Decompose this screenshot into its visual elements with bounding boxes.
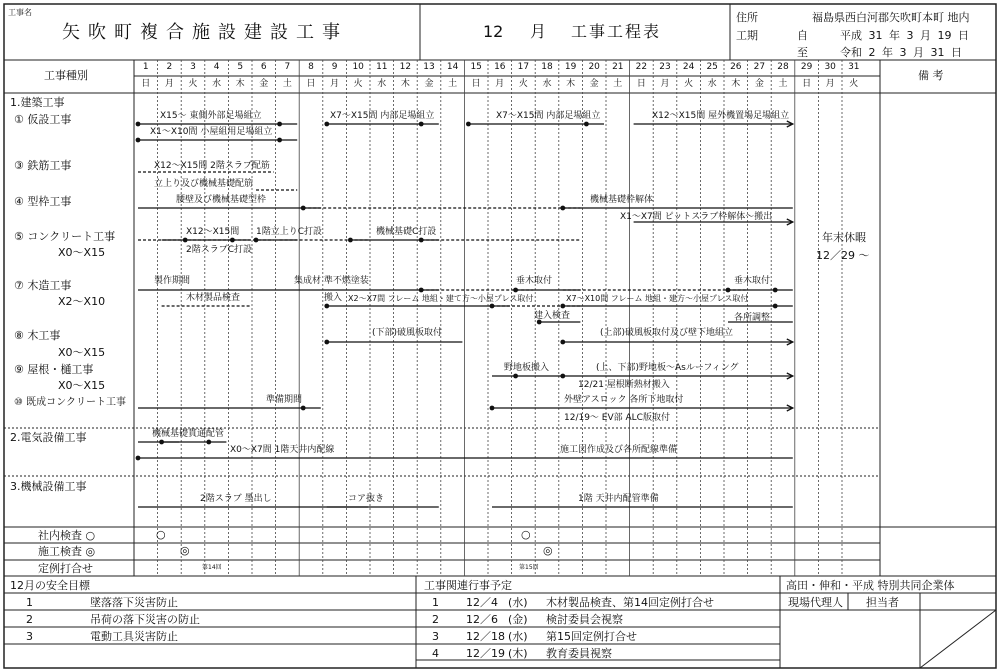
- row-concrete-sub: X0～X15: [58, 246, 106, 259]
- day-number: 20: [588, 62, 600, 72]
- weekday: 水: [707, 79, 717, 89]
- row-roof: ⑨ 屋根・樋工事: [14, 363, 94, 376]
- event-text: 第15回定例打合せ: [546, 630, 637, 643]
- bar-label: 搬入: [324, 293, 343, 303]
- bar-label: 施工図作成及び各所配線準備: [560, 445, 678, 455]
- day-number: 28: [777, 62, 789, 72]
- bar-label: 準備期間: [266, 395, 303, 405]
- day-number: 7: [284, 62, 291, 72]
- weekday: 木: [400, 79, 410, 89]
- day-number: 10: [352, 62, 364, 72]
- weekday: 月: [495, 79, 505, 89]
- milestone-dot: [490, 304, 495, 309]
- bar-label: 垂木取付: [734, 276, 771, 286]
- project-name: 矢吹町複合施設建設工事: [62, 22, 348, 43]
- milestone-dot: [206, 440, 211, 445]
- bar-label: X12～X15間 2階スラブ配筋: [154, 161, 270, 171]
- day-number: 22: [635, 62, 648, 72]
- milestone-dot: [773, 304, 778, 309]
- construction-inspection-mark: ◎: [180, 544, 190, 557]
- day-number: 4: [213, 62, 220, 72]
- milestone-dot: [324, 122, 329, 127]
- internal-inspection-mark: ○: [156, 528, 166, 541]
- row-carpentry-sub: X0～X15: [58, 346, 106, 359]
- bar-label: X2～X7間 フレーム 地組・建て方～小屋プレス取付: [348, 294, 534, 303]
- milestone-dot: [183, 238, 188, 243]
- bar-label: 1階 天井内配管準備: [578, 494, 659, 504]
- event-number: 4: [432, 647, 439, 660]
- row-temporary: ① 仮設工事: [14, 113, 72, 126]
- weekday: 水: [377, 79, 387, 89]
- bar-label: X1～X10間 小屋組用足場組立: [150, 127, 273, 137]
- milestone-dot: [136, 122, 141, 127]
- period-to: 令和 2 年 3 月 31 日: [840, 46, 962, 59]
- row-meeting: 定例打合せ: [38, 562, 93, 575]
- event-date: 12／18: [466, 630, 505, 643]
- day-number: 9: [331, 62, 338, 72]
- safety-goal-number: 1: [26, 596, 33, 609]
- milestone-dot: [277, 122, 282, 127]
- day-number: 5: [237, 62, 244, 72]
- event-date: 12／19: [466, 647, 505, 660]
- event-number: 3: [432, 630, 439, 643]
- month-number: 12: [483, 22, 504, 41]
- milestone-dot: [136, 138, 141, 143]
- person-in-charge-label: 担当者: [866, 596, 899, 609]
- project-label: 工事名: [8, 8, 32, 17]
- company-name: 高田・伸和・平成 特別共同企業体: [786, 579, 955, 592]
- weekday: 土: [613, 79, 623, 89]
- month-unit: 月: [530, 22, 547, 41]
- bar-label: (下部)破風板取付: [372, 328, 443, 338]
- milestone-dot: [301, 206, 306, 211]
- row-formwork: ④ 型枠工事: [14, 195, 72, 208]
- safety-goal-number: 3: [26, 630, 33, 643]
- weekday: 火: [849, 79, 859, 89]
- event-weekday: (水): [508, 596, 528, 609]
- milestone-dot: [726, 288, 731, 293]
- event-number: 1: [432, 596, 439, 609]
- milestone-dot: [773, 288, 778, 293]
- milestone-dot: [584, 122, 589, 127]
- row-rebar: ③ 鉄筋工事: [14, 159, 72, 172]
- bar-label: 機械基礎貫通配管: [152, 429, 225, 439]
- weekday: 水: [212, 79, 222, 89]
- internal-inspection-mark: ○: [521, 528, 531, 541]
- event-weekday: (金): [508, 613, 528, 626]
- weekday: 金: [424, 79, 434, 89]
- period-to-label: 至: [797, 46, 808, 59]
- row-building: 1.建築工事: [10, 96, 65, 109]
- weekday: 日: [636, 79, 646, 89]
- weekday: 火: [353, 79, 363, 89]
- milestone-dot: [419, 288, 424, 293]
- milestone-dot: [490, 406, 495, 411]
- bar-label: X0～X7間 1階天井内配線: [230, 445, 335, 455]
- row-internal-inspection: 社内検査 ○: [38, 529, 96, 542]
- bar-label: X12～X15間 屋外機置場足場組立: [652, 111, 790, 121]
- milestone-dot: [560, 206, 565, 211]
- schedule-title: 工事工程表: [571, 22, 662, 41]
- weekday: 月: [330, 79, 340, 89]
- row-concrete: ⑤ コンクリート工事: [14, 230, 116, 243]
- safety-goal-number: 2: [26, 613, 33, 626]
- safety-goal-text: 墜落落下災害防止: [90, 596, 178, 609]
- milestone-dot: [230, 238, 235, 243]
- row-electrical: 2.電気設備工事: [10, 431, 87, 444]
- event-number: 2: [432, 613, 439, 626]
- milestone-dot: [301, 406, 306, 411]
- event-weekday: (木): [508, 647, 528, 660]
- remarks-header: 備 考: [918, 69, 944, 82]
- weekday: 木: [235, 79, 245, 89]
- event-text: 検討委員会視察: [546, 613, 623, 626]
- milestone-dot: [159, 440, 164, 445]
- weekday: 月: [825, 79, 835, 89]
- event-weekday: (水): [508, 630, 528, 643]
- day-number: 31: [848, 62, 860, 72]
- row-carpentry: ⑧ 木工事: [14, 329, 61, 342]
- weekday: 火: [518, 79, 528, 89]
- holiday-dates: 12／29 ～: [816, 249, 870, 262]
- event-text: 木材製品検査、第14回定例打合せ: [546, 596, 714, 609]
- event-date: 12／6: [466, 613, 498, 626]
- milestone-dot: [560, 304, 565, 309]
- day-number: 17: [517, 62, 530, 72]
- row-wood-structure-sub: X2～X10: [58, 295, 106, 308]
- weekday: 日: [471, 79, 481, 89]
- milestone-dot: [466, 122, 471, 127]
- day-number: 19: [564, 62, 577, 72]
- weekday: 日: [141, 79, 151, 89]
- weekday: 金: [259, 79, 269, 89]
- weekday: 金: [589, 79, 599, 89]
- bar-label: コア抜き: [348, 494, 385, 504]
- safety-goal-text: 電動工具災害防止: [90, 630, 178, 643]
- bar-label: X7～X15間 内部足場組立: [496, 111, 601, 121]
- row-roof-sub: X0～X15: [58, 379, 106, 392]
- bar-label: 建入検査: [534, 311, 571, 321]
- meeting-mark: 第14回: [202, 564, 222, 571]
- day-number: 23: [659, 62, 671, 72]
- bar-label: 木材製品検査: [186, 293, 241, 303]
- bar-label: 2階スラブ 墨出し: [200, 494, 272, 504]
- row-wood-structure: ⑦ 木造工事: [14, 279, 72, 292]
- period-label: 工期: [736, 29, 758, 42]
- bar-label: X12～X15間: [186, 227, 240, 237]
- weekday: 火: [188, 79, 198, 89]
- weekday: 土: [778, 79, 788, 89]
- bar-label: 機械基礎枠解体: [590, 195, 654, 205]
- bar-label: (上部)破風板取付及び壁下地組立: [600, 328, 734, 338]
- milestone-dot: [348, 238, 353, 243]
- milestone-dot: [254, 238, 259, 243]
- weekday: 月: [660, 79, 670, 89]
- bar-label: 2階スラブC打設: [186, 245, 253, 255]
- bar-label: (上、下部)野地板～Asルーフィング: [596, 363, 739, 373]
- day-number: 3: [190, 62, 196, 72]
- bar-label: 垂木取付: [516, 276, 553, 286]
- day-number: 27: [753, 62, 766, 72]
- weekday: 金: [754, 79, 764, 89]
- day-number: 24: [682, 62, 695, 72]
- day-number: 30: [824, 62, 836, 72]
- bar-label: 各所調整: [734, 313, 771, 323]
- weekday: 木: [731, 79, 741, 89]
- milestone-dot: [560, 374, 565, 379]
- bar-label: 集成材 準不燃塗装: [294, 276, 369, 286]
- milestone-dot: [277, 138, 282, 143]
- site-agent-label: 現場代理人: [788, 596, 843, 609]
- day-number: 15: [470, 62, 482, 72]
- milestone-dot: [324, 304, 329, 309]
- events-title: 工事関連行事予定: [424, 579, 512, 592]
- day-number: 16: [494, 62, 506, 72]
- bar-label: 1階立上りC打設: [256, 227, 323, 237]
- address-value: 福島県西白河郡矢吹町本町 地内: [812, 11, 970, 24]
- milestone-dot: [136, 456, 141, 461]
- day-number: 25: [706, 62, 718, 72]
- period-from: 平成 31 年 3 月 19 日: [840, 29, 969, 42]
- bar-label: 腰壁及び機械基礎型枠: [176, 195, 267, 205]
- milestone-dot: [324, 340, 329, 345]
- day-number: 21: [612, 62, 624, 72]
- milestone-dot: [419, 238, 424, 243]
- day-number: 13: [423, 62, 435, 72]
- meeting-mark: 第15回: [519, 564, 539, 571]
- bar-label: 外壁アスロック 各所下地取付: [564, 395, 684, 405]
- bar-label: 野地板搬入: [504, 363, 550, 373]
- weekday: 火: [684, 79, 694, 89]
- day-number: 6: [260, 62, 267, 72]
- bar-label: 立上り及び機械基礎配筋: [154, 179, 254, 189]
- milestone-dot: [560, 340, 565, 345]
- milestone-dot: [513, 288, 518, 293]
- event-text: 教育委員視察: [546, 647, 612, 660]
- construction-inspection-mark: ◎: [543, 544, 553, 557]
- day-number: 18: [541, 62, 553, 72]
- weekday: 日: [306, 79, 316, 89]
- day-number: 14: [446, 62, 459, 72]
- row-precast: ⑩ 既成コンクリート工事: [14, 397, 126, 408]
- weekday: 土: [282, 79, 292, 89]
- weekday: 土: [448, 79, 458, 89]
- day-number: 26: [730, 62, 742, 72]
- safety-goal-text: 吊荷の落下災害の防止: [90, 613, 200, 626]
- bar-label: X1～X7間 ピットスラブ枠解体～搬出: [620, 212, 773, 222]
- weekday: 日: [802, 79, 812, 89]
- bar-label: 製作期間: [154, 276, 191, 286]
- work-type-header: 工事種別: [44, 69, 88, 82]
- bar-label: 12/21 屋根断熱材搬入: [578, 380, 670, 390]
- day-number: 2: [166, 62, 173, 72]
- safety-title: 12月の安全目標: [10, 579, 90, 592]
- day-number: 1: [142, 62, 149, 72]
- bar-label: X7～X10間 フレーム 地組・建方～小屋プレス取付: [566, 294, 749, 303]
- milestone-dot: [419, 122, 424, 127]
- holiday-remark: 年末休暇: [822, 231, 866, 244]
- milestone-dot: [513, 374, 518, 379]
- weekday: 月: [164, 79, 174, 89]
- weekday: 水: [542, 79, 552, 89]
- period-from-label: 自: [797, 29, 808, 42]
- bar-label: 12/19～ EV部 ALC版取付: [564, 413, 670, 423]
- day-number: 12: [399, 62, 412, 72]
- bar-label: X15～ 東側外部足場組立: [160, 111, 262, 121]
- day-number: 29: [800, 62, 813, 72]
- weekday: 木: [566, 79, 576, 89]
- bar-label: 機械基礎C打設: [376, 227, 437, 237]
- address-label: 住所: [736, 11, 758, 24]
- day-number: 11: [376, 62, 388, 72]
- row-mechanical: 3.機械設備工事: [10, 480, 87, 493]
- row-construction-inspection: 施工検査 ◎: [38, 545, 96, 558]
- event-date: 12／4: [466, 596, 498, 609]
- bar-label: X7～X15間 内部足場組立: [330, 111, 435, 121]
- day-number: 8: [308, 62, 314, 72]
